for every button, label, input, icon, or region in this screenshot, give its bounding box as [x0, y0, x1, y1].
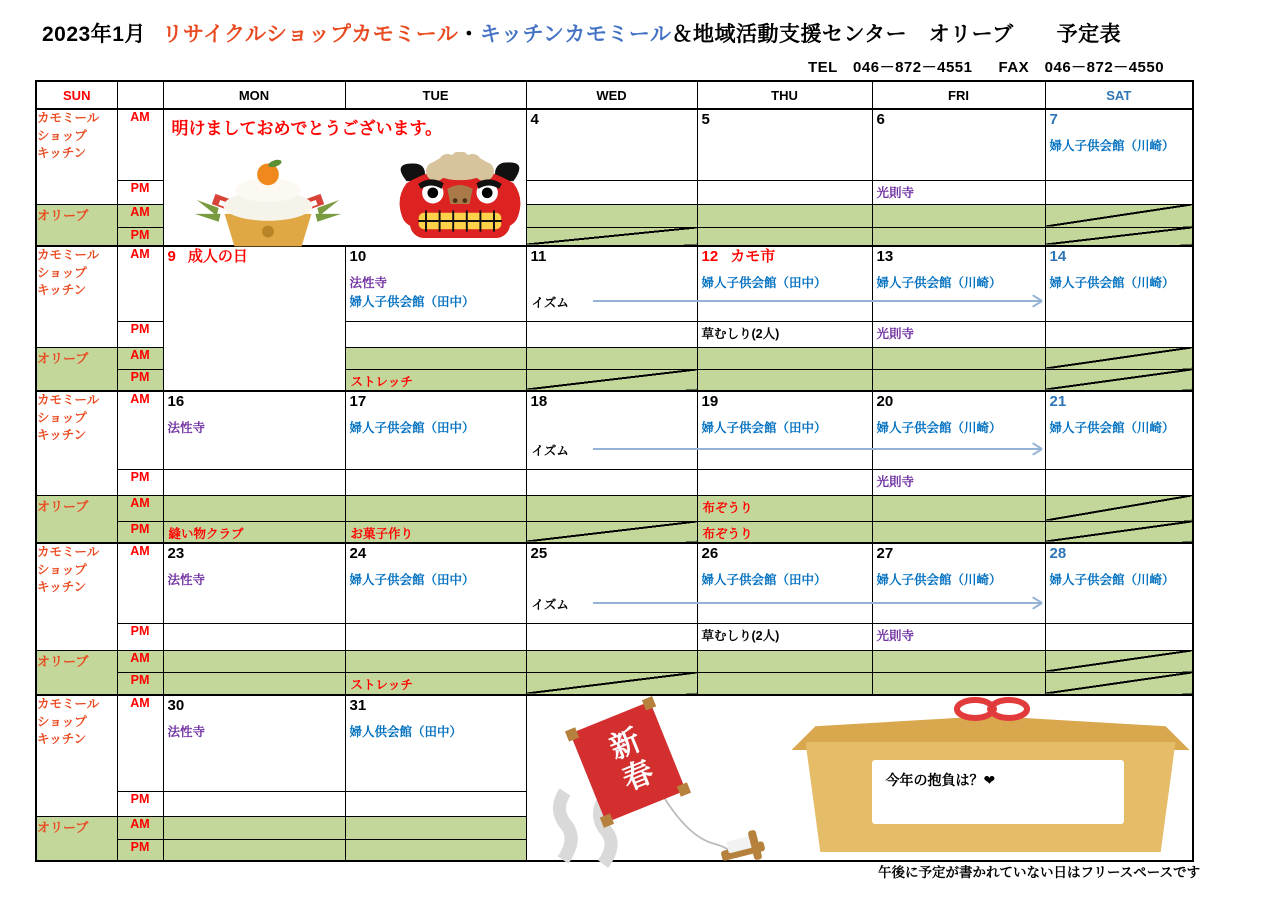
period-label-pm: PM — [117, 623, 163, 650]
week3-am-row — [36, 391, 1193, 469]
olive-cell-pm — [697, 672, 872, 695]
day-cell-pm — [1045, 321, 1193, 347]
olive-cell-pm — [345, 672, 526, 695]
event-label: 婦人子供会館（田中） — [349, 295, 475, 310]
date-label: 23 — [167, 545, 185, 562]
event-label: 婦人子供会館（田中） — [701, 275, 827, 290]
period-label-olive-am: AM — [117, 816, 163, 839]
period-label-olive-am: AM — [117, 650, 163, 672]
olive-cell-am — [872, 495, 1045, 521]
olive-cell-am — [872, 347, 1045, 369]
day-cell-am — [345, 543, 526, 623]
day-cell-am — [345, 391, 526, 469]
olive-cell-pm — [872, 227, 1045, 246]
date-label: 31 — [349, 697, 367, 714]
weekday-header-empty — [117, 81, 163, 109]
day-cell-pm — [345, 623, 526, 650]
olive-cell-closed — [526, 672, 697, 695]
week4-am-row — [36, 543, 1193, 623]
olive-cell-closed — [1045, 672, 1193, 695]
day-cell-pm — [163, 623, 345, 650]
olive-cell-am — [345, 650, 526, 672]
olive-cell-pm — [697, 369, 872, 391]
holiday-cell — [163, 246, 345, 391]
day-cell-am — [526, 109, 697, 180]
event-label: イズム — [531, 597, 569, 612]
day-cell-am — [526, 246, 697, 321]
title-rest: ＆地域活動支援センター オリーブ 予定表 — [671, 23, 1122, 46]
event-label: 草むしり(2人) — [701, 628, 780, 643]
olive-cell-closed — [1045, 521, 1193, 543]
contact-line — [808, 56, 1164, 77]
schedule-continuation-arrow — [593, 602, 1041, 604]
title-month: 2023年1月 — [42, 23, 146, 46]
day-cell-pm — [872, 321, 1045, 347]
period-label-am: AM — [117, 246, 163, 321]
day-cell-pm — [345, 321, 526, 347]
row-group-shop-label: カモミール ショップ キッチン — [36, 391, 117, 495]
olive-cell-am — [163, 650, 345, 672]
day-cell-pm — [697, 180, 872, 204]
day-cell-am — [697, 391, 872, 469]
event-label: 光則寺 — [876, 185, 915, 200]
weekday-header-row — [36, 81, 1193, 109]
week4-opm-row — [36, 672, 1193, 695]
event-label: お菓子作り — [350, 526, 414, 541]
newyear-illustration-cell — [526, 695, 1193, 861]
event-label: 縫い物クラブ — [168, 526, 244, 541]
date-label: 16 — [167, 393, 185, 410]
date-label: 6 — [876, 111, 885, 128]
date-label: 12 カモ市 — [701, 248, 776, 265]
olive-cell-pm — [163, 839, 345, 861]
period-label-olive-pm: PM — [117, 839, 163, 861]
olive-cell-am — [872, 650, 1045, 672]
new-year-greeting-text: 明けましておめでとうございます。 — [171, 119, 443, 138]
day-cell-am — [163, 391, 345, 469]
olive-cell-am — [345, 816, 526, 839]
event-label: イズム — [531, 295, 569, 310]
event-label: 光則寺 — [876, 474, 915, 489]
date-label: 20 — [876, 393, 894, 410]
date-label: 13 — [876, 248, 894, 265]
day-cell-am — [697, 246, 872, 321]
day-cell-am — [697, 543, 872, 623]
date-label: 5 — [701, 111, 710, 128]
event-label: 婦人子供会館（川崎） — [876, 420, 1002, 435]
date-label: 26 — [701, 545, 719, 562]
week5-am-row — [36, 695, 1193, 791]
week2-am-row — [36, 246, 1193, 321]
day-cell-am — [526, 543, 697, 623]
date-label: 7 — [1049, 111, 1058, 128]
day-cell-am — [872, 109, 1045, 180]
date-label: 9 成人の日 — [167, 248, 248, 265]
shishimai-lion-illustration — [386, 152, 534, 254]
olive-cell-am — [526, 495, 697, 521]
day-cell-pm — [697, 469, 872, 495]
date-label: 18 — [530, 393, 548, 410]
event-label: 婦人子供会館（川崎） — [876, 572, 1002, 587]
day-cell-pm — [163, 791, 345, 816]
olive-cell-am — [345, 347, 526, 369]
event-label: ストレッチ — [350, 374, 413, 389]
olive-cell-am — [697, 347, 872, 369]
date-label: 11 — [530, 248, 547, 265]
olive-cell-pm — [872, 521, 1045, 543]
olive-cell-pm — [345, 369, 526, 391]
weekday-header-sun: SUN — [36, 81, 117, 109]
olive-cell-am — [163, 495, 345, 521]
olive-cell-pm — [345, 839, 526, 861]
ema-message-box — [872, 760, 1124, 824]
week3-oam-row — [36, 495, 1193, 521]
olive-cell-closed — [526, 521, 697, 543]
olive-cell-am — [526, 347, 697, 369]
day-cell-am — [526, 391, 697, 469]
week4-oam-row — [36, 650, 1193, 672]
event-label: 婦人供会館（田中） — [349, 724, 463, 739]
period-label-am: AM — [117, 543, 163, 623]
event-label: ストレッチ — [350, 677, 413, 692]
period-label-am: AM — [117, 391, 163, 469]
row-group-olive-label: オリーブ — [36, 495, 117, 543]
olive-cell-am — [163, 816, 345, 839]
event-label: 婦人子供会館（田中） — [349, 420, 475, 435]
row-group-olive-label: オリーブ — [36, 347, 117, 391]
event-label: 婦人子供会館（田中） — [701, 572, 827, 587]
weekday-header-tue: TUE — [345, 81, 526, 109]
olive-cell-am — [697, 650, 872, 672]
olive-cell-pm — [697, 227, 872, 246]
kagami-mochi-illustration — [189, 150, 347, 250]
event-label: 法性寺 — [349, 275, 388, 290]
weekday-header-fri: FRI — [872, 81, 1045, 109]
day-cell-am — [1045, 391, 1193, 469]
olive-cell-am — [526, 204, 697, 227]
period-label-olive-am: AM — [117, 204, 163, 227]
period-label-olive-am: AM — [117, 495, 163, 521]
event-label: 婦人子供会館（川崎） — [876, 275, 1002, 290]
kite-text: 新春 — [599, 724, 656, 800]
day-cell-pm — [872, 623, 1045, 650]
new-year-greeting-cell — [163, 109, 526, 246]
weekday-header-wed: WED — [526, 81, 697, 109]
olive-cell-closed — [526, 369, 697, 391]
period-label-olive-pm: PM — [117, 227, 163, 246]
day-cell-am — [163, 543, 345, 623]
week1-am-row — [36, 109, 1193, 180]
olive-cell-closed — [526, 227, 697, 246]
event-label: 法性寺 — [167, 724, 206, 739]
day-cell-pm — [163, 469, 345, 495]
day-cell-pm — [526, 469, 697, 495]
olive-cell-pm — [872, 369, 1045, 391]
event-label: 法性寺 — [167, 572, 206, 587]
event-label: 婦人子供会館（川崎） — [1049, 572, 1175, 587]
olive-cell-pm — [163, 521, 345, 543]
olive-cell-pm — [697, 521, 872, 543]
date-label: 30 — [167, 697, 185, 714]
day-cell-pm — [526, 623, 697, 650]
title-recycle-shop: リサイクルショップカモミール — [161, 23, 459, 46]
day-cell-pm — [345, 791, 526, 816]
title-kitchen: キッチンカモミール — [479, 23, 672, 46]
row-group-shop-label: カモミール ショップ キッチン — [36, 109, 117, 204]
olive-cell-closed — [1045, 204, 1193, 227]
olive-cell-pm — [345, 521, 526, 543]
period-label-pm: PM — [117, 469, 163, 495]
footer-note: 午後に予定が書かれていない日はフリースペースです — [878, 865, 1201, 880]
event-label: 光則寺 — [876, 628, 915, 643]
olive-cell-am — [697, 204, 872, 227]
weekday-header-mon: MON — [163, 81, 345, 109]
date-label: 24 — [349, 545, 367, 562]
period-label-olive-am: AM — [117, 347, 163, 369]
row-group-shop-label: カモミール ショップ キッチン — [36, 695, 117, 816]
fax-number: FAX 046－872－4550 — [998, 59, 1165, 76]
title-dot: ・ — [458, 23, 480, 46]
day-cell-pm — [526, 321, 697, 347]
event-label: 婦人子供会館（川崎） — [1049, 275, 1175, 290]
row-group-shop-label: カモミール ショップ キッチン — [36, 543, 117, 650]
page-title — [42, 18, 1121, 48]
week3-pm-row — [36, 469, 1193, 495]
row-group-shop-label: カモミール ショップ キッチン — [36, 246, 117, 347]
day-cell-pm — [697, 321, 872, 347]
day-cell-pm — [345, 469, 526, 495]
schedule-continuation-arrow — [593, 448, 1041, 450]
period-label-pm: PM — [117, 321, 163, 347]
date-label: 10 — [349, 248, 367, 265]
day-cell-am — [872, 543, 1045, 623]
day-cell-pm — [526, 180, 697, 204]
day-cell-pm — [872, 469, 1045, 495]
ema-message-text: 今年の抱負は？❤ — [885, 772, 996, 788]
olive-cell-am — [697, 495, 872, 521]
day-cell-am — [872, 246, 1045, 321]
row-group-olive-label: オリーブ — [36, 816, 117, 861]
period-label-pm: PM — [117, 791, 163, 816]
period-label-am: AM — [117, 695, 163, 791]
olive-cell-pm — [872, 672, 1045, 695]
week3-opm-row — [36, 521, 1193, 543]
day-cell-pm — [1045, 469, 1193, 495]
event-label: 婦人子供会館（川崎） — [1049, 138, 1175, 153]
day-cell-am — [872, 391, 1045, 469]
event-label: 婦人子供会館（川崎） — [1049, 420, 1175, 435]
period-label-am: AM — [117, 109, 163, 180]
kite-stick — [564, 727, 578, 741]
date-label: 21 — [1049, 393, 1067, 410]
event-label: 婦人子供会館（田中） — [349, 572, 475, 587]
date-label: 27 — [876, 545, 894, 562]
ema-ribbon-bow — [942, 694, 1042, 724]
event-label: 法性寺 — [167, 420, 206, 435]
period-label-olive-pm: PM — [117, 369, 163, 391]
date-label: 25 — [530, 545, 548, 562]
day-cell-am — [1045, 109, 1193, 180]
date-label: 17 — [349, 393, 367, 410]
olive-cell-am — [345, 495, 526, 521]
day-cell-am — [345, 246, 526, 321]
date-label: 28 — [1049, 545, 1067, 562]
event-label: 婦人子供会館（田中） — [701, 420, 827, 435]
weekday-header-sat: SAT — [1045, 81, 1193, 109]
schedule-continuation-arrow — [593, 300, 1041, 302]
period-label-olive-pm: PM — [117, 672, 163, 695]
kite-stick — [641, 696, 655, 710]
event-label: 布ぞうり — [702, 526, 753, 541]
schedule-table — [35, 80, 1194, 862]
weekday-header-thu: THU — [697, 81, 872, 109]
event-label: 光則寺 — [876, 326, 915, 341]
olive-cell-am — [872, 204, 1045, 227]
olive-cell-closed — [1045, 650, 1193, 672]
olive-cell-am — [526, 650, 697, 672]
row-group-olive-label: オリーブ — [36, 650, 117, 695]
day-cell-pm — [1045, 623, 1193, 650]
date-label: 19 — [701, 393, 719, 410]
day-cell-am — [1045, 246, 1193, 321]
olive-cell-closed — [1045, 347, 1193, 369]
week4-pm-row — [36, 623, 1193, 650]
day-cell-am — [163, 695, 345, 791]
tel-number: TEL 046－872－4551 — [808, 59, 973, 76]
row-group-olive-label: オリーブ — [36, 204, 117, 246]
ema-illustration — [792, 702, 1190, 854]
day-cell-am — [1045, 543, 1193, 623]
period-label-pm: PM — [117, 180, 163, 204]
date-label: 14 — [1049, 248, 1067, 265]
day-cell-pm — [697, 623, 872, 650]
day-cell-pm — [872, 180, 1045, 204]
olive-cell-closed — [1045, 495, 1193, 521]
day-cell-am — [345, 695, 526, 791]
period-label-olive-pm: PM — [117, 521, 163, 543]
olive-cell-closed — [1045, 227, 1193, 246]
olive-cell-pm — [163, 672, 345, 695]
event-label: 草むしり(2人) — [701, 326, 780, 341]
event-label: イズム — [531, 443, 569, 458]
date-label: 4 — [530, 111, 539, 128]
day-cell-pm — [1045, 180, 1193, 204]
olive-cell-closed — [1045, 369, 1193, 391]
event-label: 布ぞうり — [702, 500, 753, 515]
day-cell-am — [697, 109, 872, 180]
